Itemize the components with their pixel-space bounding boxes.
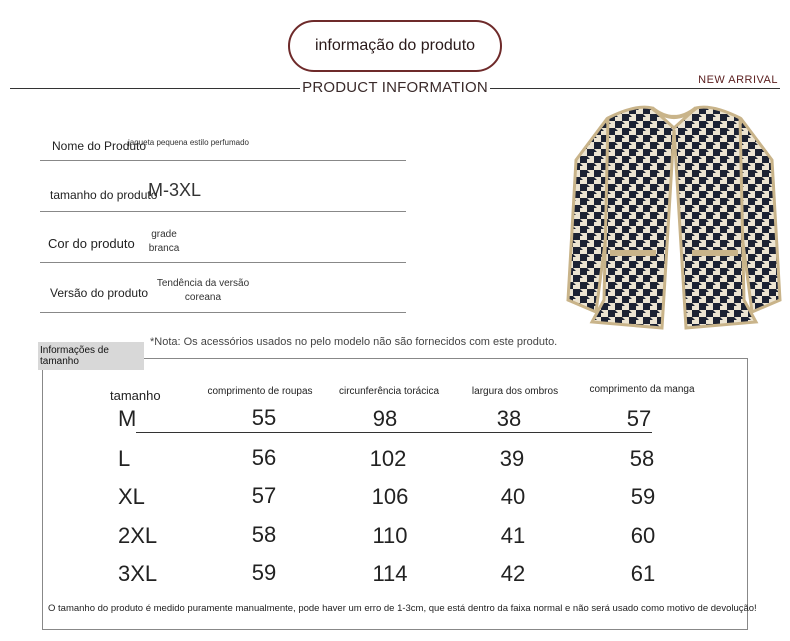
table-header-shoulder: largura dos ombros (471, 386, 559, 397)
table-cell: 61 (630, 561, 656, 586)
table-header-sleeve: comprimento da manga (589, 384, 695, 395)
info-label: Nome do Produto (52, 139, 147, 153)
table-cell: 40 (500, 484, 526, 509)
table-cell: 56 (251, 445, 277, 470)
table-cell: 110 (372, 523, 408, 548)
info-row-version (40, 264, 406, 313)
table-cell: 57 (251, 483, 277, 508)
header-divider (136, 432, 652, 433)
table-cell: 59 (630, 484, 656, 509)
info-value-line: branca (148, 243, 180, 254)
table-cell: 39 (499, 446, 525, 471)
product-image (566, 100, 782, 340)
table-cell: 38 (496, 406, 522, 431)
info-row-size (40, 162, 406, 212)
measurement-disclaimer: O tamanho do produto é medido puramente manualmente, pode haver um erro de 1-3cm, que está dentro da faixa normal e não será usado como motivo de devolução! (48, 603, 757, 614)
info-value-line: coreana (184, 292, 222, 303)
accessory-note: *Nota: Os acessórios usados no pelo modelo não são fornecidos com este produto. (150, 336, 558, 348)
table-cell: 57 (626, 406, 652, 431)
info-value: jaqueta pequena estilo perfumado (128, 138, 249, 147)
table-cell-size: XL (118, 484, 145, 509)
info-row-color (40, 213, 406, 263)
table-cell-size: M (118, 406, 137, 431)
info-value (154, 277, 252, 305)
table-cell: 59 (251, 560, 277, 585)
info-label: tamanho do produto (50, 188, 158, 202)
table-header-size: tamanho (110, 388, 161, 403)
table-cell-size: L (118, 446, 131, 471)
info-value: M-3XL (148, 180, 202, 200)
table-header-chest: circunferência torácica (338, 386, 440, 397)
table-cell: 58 (629, 446, 655, 471)
table-cell: 42 (500, 561, 526, 586)
new-arrival-badge: NEW ARRIVAL (698, 74, 778, 86)
info-row-name (40, 118, 406, 161)
table-cell-size: 2XL (118, 523, 158, 548)
info-value-line: Tendência da versão (156, 278, 250, 289)
table-cell: 98 (372, 406, 398, 431)
divider-right (490, 88, 780, 89)
table-cell-size: 3XL (118, 561, 158, 586)
table-cell: 114 (372, 561, 408, 586)
table-cell: 55 (251, 405, 277, 430)
table-cell: 58 (251, 522, 277, 547)
divider-left (10, 88, 300, 89)
info-value-line: grade (151, 229, 177, 240)
section-subtitle: PRODUCT INFORMATION (302, 79, 488, 96)
table-header-length: comprimento de roupas (207, 386, 313, 397)
info-label: Cor do produto (48, 236, 135, 251)
table-cell: 102 (369, 446, 407, 471)
size-table-tab: Informações de tamanho (38, 342, 144, 370)
page-title: informação do produto (288, 20, 502, 72)
table-cell: 41 (500, 523, 526, 548)
table-cell: 60 (630, 523, 656, 548)
info-value (144, 228, 184, 256)
table-cell: 106 (371, 484, 409, 509)
info-label: Versão do produto (50, 286, 149, 300)
